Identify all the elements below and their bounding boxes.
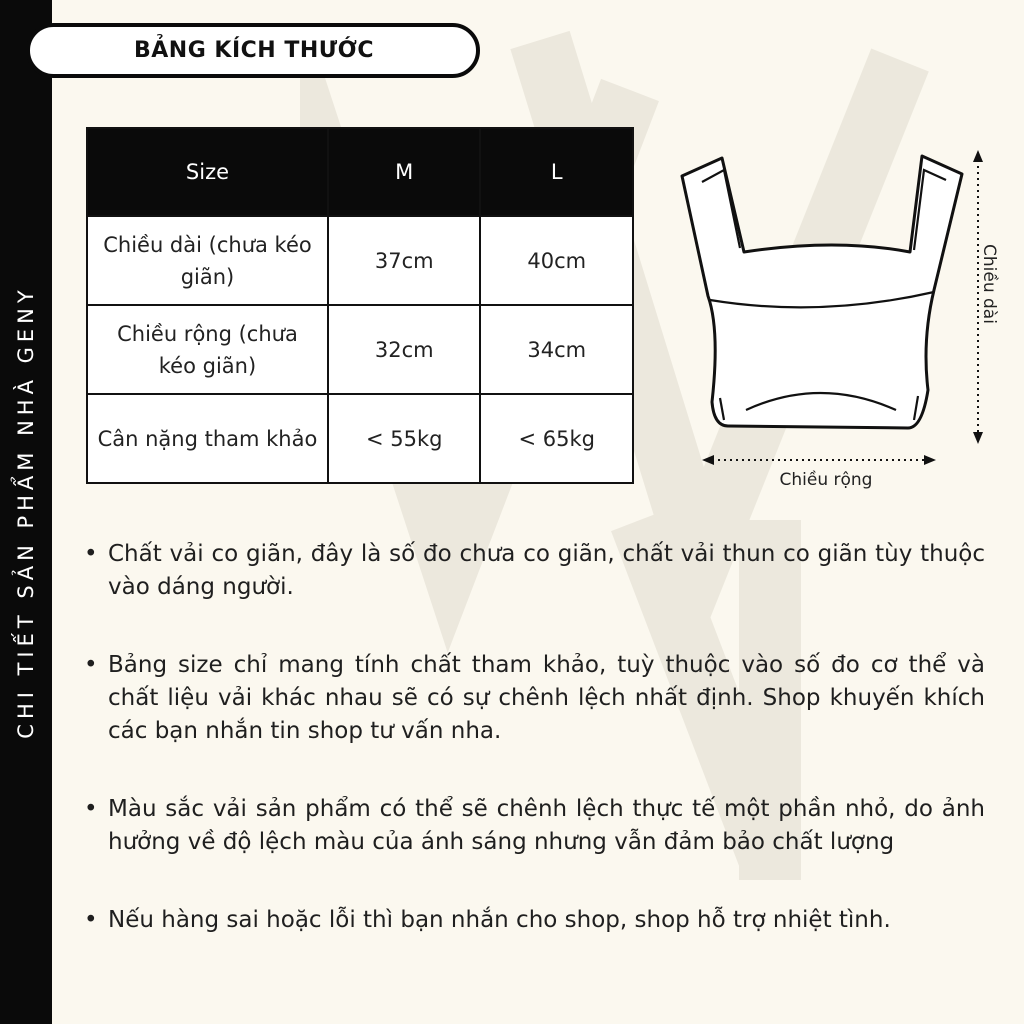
cell-m: < 55kg xyxy=(328,394,481,483)
cell-l: < 65kg xyxy=(480,394,633,483)
header-size: Size xyxy=(87,128,328,216)
bullet-icon: • xyxy=(84,907,98,933)
sidebar-title: CHI TIẾT SẢN PHẨM NHÀ GENY xyxy=(14,285,38,739)
list-item xyxy=(82,649,985,748)
table-row xyxy=(87,305,633,394)
garment-diagram xyxy=(670,140,1000,500)
cell-l: 40cm xyxy=(480,216,633,305)
bullet-icon: • xyxy=(84,652,98,678)
size-table xyxy=(86,127,634,484)
row-label: Chiều rộng (chưa kéo giãn) xyxy=(87,305,328,394)
list-item xyxy=(82,904,985,937)
note-text: Bảng size chỉ mang tính chất tham khảo, tuỳ thuộc vào số đo cơ thể và chất liệu vải khác nhau sẽ có sự chênh lệch nhất định. Shop khuyến khích các bạn nhắn tin shop tư vấn nha. xyxy=(108,652,985,744)
row-label: Cân nặng tham khảo xyxy=(87,394,328,483)
sidebar xyxy=(0,0,52,1024)
table-header-row xyxy=(87,128,633,216)
page-title: BẢNG KÍCH THƯỚC xyxy=(134,38,375,63)
note-text: Nếu hàng sai hoặc lỗi thì bạn nhắn cho shop, shop hỗ trợ nhiệt tình. xyxy=(108,907,891,933)
row-label: Chiều dài (chưa kéo giãn) xyxy=(87,216,328,305)
list-item xyxy=(82,793,985,859)
width-dimension-arrow xyxy=(702,455,936,465)
title-pill xyxy=(26,23,480,78)
note-text: Chất vải co giãn, đây là số đo chưa co giãn, chất vải thun co giãn tùy thuộc vào dáng người. xyxy=(108,541,985,600)
notes-list xyxy=(82,538,985,982)
width-label: Chiều rộng xyxy=(779,470,873,490)
table-row xyxy=(87,394,633,483)
cell-m: 37cm xyxy=(328,216,481,305)
header-l: L xyxy=(480,128,633,216)
cell-m: 32cm xyxy=(328,305,481,394)
table-row xyxy=(87,216,633,305)
list-item xyxy=(82,538,985,604)
length-label: Chiều dài xyxy=(979,244,999,324)
cell-l: 34cm xyxy=(480,305,633,394)
bullet-icon: • xyxy=(84,541,98,567)
note-text: Màu sắc vải sản phẩm có thể sẽ chênh lệch thực tế một phần nhỏ, do ảnh hưởng về độ lệch màu của ánh sáng nhưng vẫn đảm bảo chất lượng xyxy=(108,796,985,855)
bullet-icon: • xyxy=(84,796,98,822)
header-m: M xyxy=(328,128,481,216)
